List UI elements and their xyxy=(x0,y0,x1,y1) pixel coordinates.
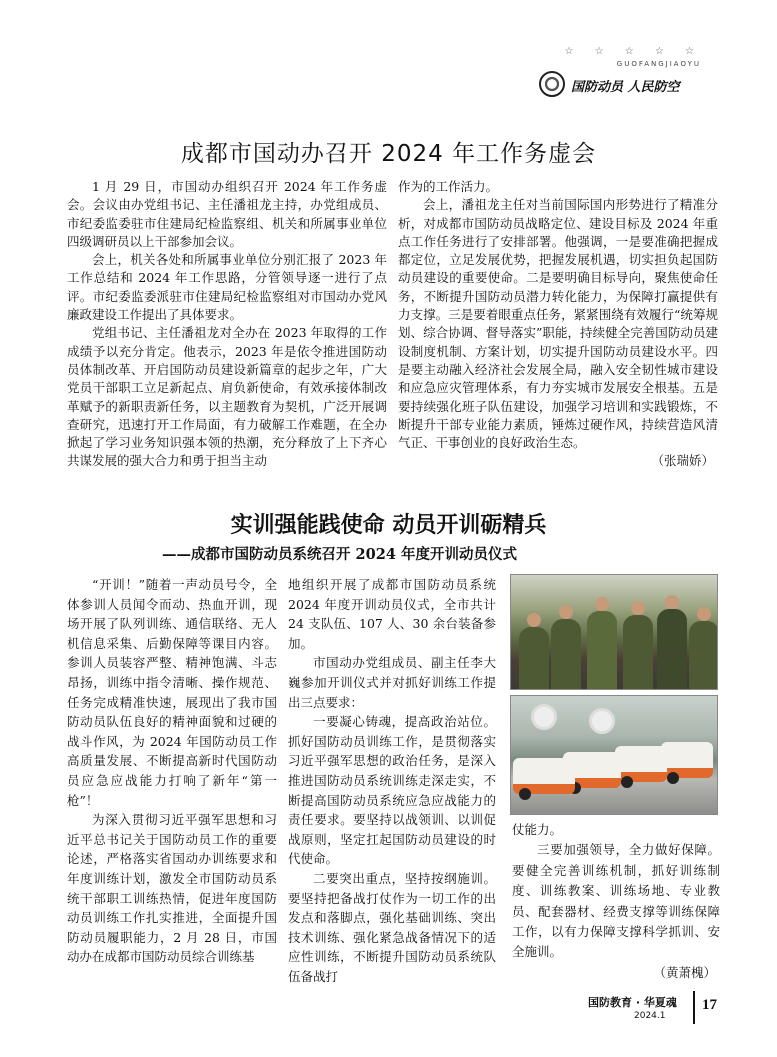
article2-column-2 xyxy=(288,575,496,986)
paragraph-continuation: 作为的工作活力。 xyxy=(398,179,499,194)
paragraph: 一要凝心铸魂，提高政治站位。抓好国防动员训练工作，是贯彻落实习近平强军思想的政治任务，是深入推进国防动员系统训练走深走实，不断提高国防动员系统应急应战能力的责任要求。要坚持以战领训、以训促战原则，坚定扛起国防动员建设的时代使命。 xyxy=(288,714,496,867)
emergency-vehicles-photo xyxy=(510,695,718,815)
paragraph: “开训！”随着一声动员号令，全体参训人员闻令而动、热血开训，现场开展了队列训练、通信联络、无人机信息采集、后勤保障等课目内容。参训人员装容严整、精神饱满、斗志昂扬，训练中指令清晰、操作规范、任务完成精准快速，展现出了我市国防动员队伍良好的精神面貌和过硬的战斗作风，为 2024 年国防动员工作高质量发展、不断提高新时代国防动员应急应战能力打响了新年“第一枪”！ xyxy=(67,577,277,808)
satellite-dish-icon xyxy=(531,704,557,730)
issue-number: 2024.1 xyxy=(634,1011,666,1021)
column-slogan: 国防动员 人民防空 xyxy=(571,80,680,95)
emblem-icon xyxy=(539,71,565,97)
magazine-name: 国防教育 · 华夏魂 xyxy=(588,996,677,1009)
paragraph-continuation: 地组织开展了成都市国防动员系统 2024 年度开训动员仪式，全市共计 24 支队伍、107 人、30 余台装备参加。 xyxy=(288,577,496,651)
page-number: 17 xyxy=(702,997,717,1013)
vehicle xyxy=(615,746,667,782)
paragraph: 会上，机关各处和所属事业单位分别汇报了 2023 年工作总结和 2024 年工作思路，分管领导逐一进行了点评。市纪委监委派驻市住建局纪检监察组对市国动办党风廉政建设工作提出了具体要求。 xyxy=(67,252,387,323)
vehicle xyxy=(513,758,575,794)
soldier-figure xyxy=(587,611,617,689)
magazine-brand xyxy=(537,46,707,102)
soldier-figure xyxy=(623,615,653,689)
soldier-figure xyxy=(519,627,549,689)
article2-column-3 xyxy=(512,820,720,983)
soldier-figure xyxy=(551,619,581,689)
article2-column-1 xyxy=(67,575,277,967)
vehicle xyxy=(661,742,713,778)
soldier-figure xyxy=(689,621,718,689)
article1-left-column xyxy=(67,178,387,471)
author-byline: （黄萧槐） xyxy=(653,964,716,980)
paragraph: 二要突出重点，坚持按纲施训。要坚持把备战打仗作为一切工作的出发点和落脚点，强化基础训练、突出技术训练、强化紧急战备情况下的适应性训练，不断提升国防动员系统队伍备战打 xyxy=(288,870,496,984)
paragraph-continuation: 仗能力。 xyxy=(512,822,563,837)
paragraph: 市国动办党组成员、副主任李大巍参加开训仪式并对抓好训练工作提出三点要求： xyxy=(288,655,496,710)
paragraph: 三要加强领导，全力做好保障。要健全完善训练机制，抓好训练制度、训练教案、训练场地、专业教员、配套器材、经费支撑等训练保障工作，以有力保障支撑科学抓训、安全施训。 xyxy=(512,842,720,960)
footer-divider xyxy=(693,991,695,1024)
paragraph: 党组书记、主任潘祖龙对全办在 2023 年取得的工作成绩予以充分肯定。他表示，2023 年是依令推进国防动员体制改革、开启国防动员建设新篇章的起步之年，广大党员干部职工立足新起点、肩负新使命，有效承接体制改革赋予的新职责新任务，以主题教育为契机，广泛开展调查研究，迅速打开工作局面，有力破解工作难题，在全办掀起了学习业务知识强本领的热潮，充分释放了上下齐心共谋发展的强大合力和勇于担当主动 xyxy=(67,325,387,469)
paragraph: 为深入贯彻习近平强军思想和习近平总书记关于国防动员工作的重要论述，严格落实省国动办训练要求和年度训练计划，激发全市国防动员系统干部职工训练热情，促进年度国防动员训练工作扎实推进，全面提升国防动员履职能力，2 月 28 日，市国动办在成都市国防动员综合训练基 xyxy=(67,812,277,965)
stars-decoration: ☆ ☆ ☆ ☆ ☆ xyxy=(564,46,703,57)
paragraph: 1 月 29 日，市国动办组织召开 2024 年工作务虚会。会议由办党组书记、主任潘祖龙主持，办党组成员、市纪委监委驻市住建局纪检监察组、机关和所属事业单位四级调研员以上干部参加会议。 xyxy=(67,179,387,249)
article-title: 成都市国动办召开 2024 年工作务虚会 xyxy=(180,141,597,167)
brand-pinyin: GUOFANGJIAOYU xyxy=(616,60,701,68)
paragraph: 会上，潘祖龙主任对当前国际国内形势进行了精准分析，对成都市国防动员战略定位、建设目标及 2024 年重点工作任务进行了安排部署。他强调，一是要准确把握成都定位，立足发展优势，把握发展机遇，切实担负起国防动员建设的重要使命。二是要明确目标导向，聚焦使命任务，不断提升国防动员潜力转化能力，为保障打赢提供有力支撑。三是要着眼重点任务，紧紧围绕有效履行“统筹规划、综合协调、督导落实”职能，持续健全完善国防动员建设制度机制、方案计划，切实提升国防动员建设水平。四是要主动融入经济社会发展全局，融入安全韧性城市建设和应急应灾管理体系，有力夯实城市发展安全根基。五是要持续强化班子队伍建设，加强学习培训和实践锻炼，不断提升干部专业能力素质，锤炼过硬作风，持续营造风清气正、干事创业的良好政治生态。 xyxy=(398,197,718,451)
author-byline: （张瑞娇） xyxy=(651,453,714,469)
article-subtitle: ——成都市国防动员系统召开 2024 年度开训动员仪式 xyxy=(162,546,517,563)
article-title: 实训强能践使命 动员开训砺精兵 xyxy=(230,512,547,538)
satellite-dish-icon xyxy=(589,708,615,734)
training-ceremony-photo xyxy=(510,574,718,690)
article1-right-column xyxy=(398,178,718,471)
soldier-figure xyxy=(657,609,687,689)
